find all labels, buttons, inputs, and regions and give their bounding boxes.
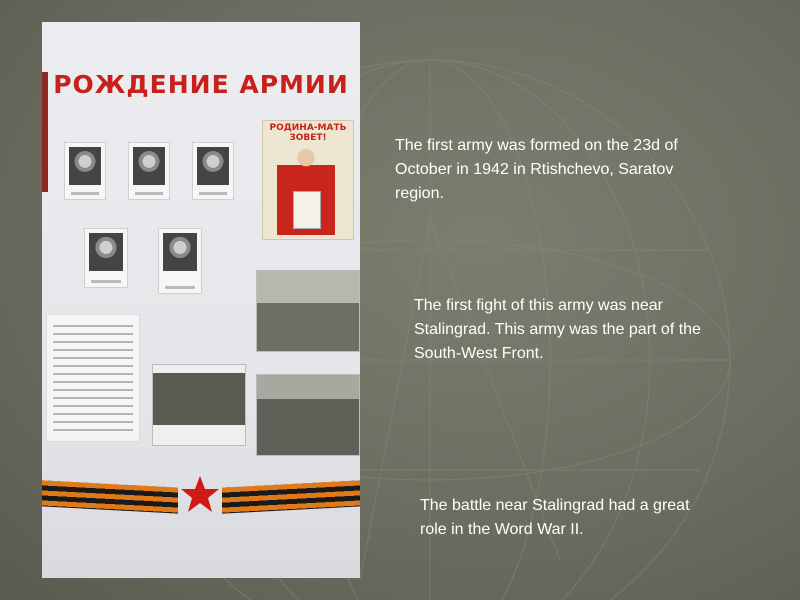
red-star-icon bbox=[180, 474, 220, 514]
st-george-ribbon-left bbox=[42, 480, 178, 513]
text-panel bbox=[46, 314, 140, 442]
caption-formation: The first army was formed on the 23d of October in 1942 in Rtishchevo, Saratov region. bbox=[395, 137, 678, 202]
portrait-4 bbox=[84, 228, 128, 288]
caption-battle: The battle near Stalingrad had a great role in the Word War II. bbox=[420, 497, 690, 538]
portrait-1 bbox=[64, 142, 106, 200]
portrait-5 bbox=[158, 228, 202, 294]
portrait-3 bbox=[192, 142, 234, 200]
caption-first-fight: The first fight of this army was near Stalingrad. This army was the part of the South-West Front. bbox=[414, 297, 701, 362]
propaganda-poster bbox=[262, 120, 354, 240]
portrait-2 bbox=[128, 142, 170, 200]
st-george-ribbon-right bbox=[222, 480, 360, 513]
war-photo-column bbox=[256, 374, 360, 456]
war-photo-soldiers bbox=[256, 270, 360, 352]
poster-title: РОДИНА-МАТЬ ЗОВЕТ! bbox=[269, 123, 347, 143]
museum-board-photo bbox=[42, 22, 360, 578]
board-title: РОЖДЕНИЕ АРМИИ bbox=[53, 70, 349, 99]
poster-sheet bbox=[293, 191, 321, 229]
war-photo-officers bbox=[152, 364, 246, 446]
